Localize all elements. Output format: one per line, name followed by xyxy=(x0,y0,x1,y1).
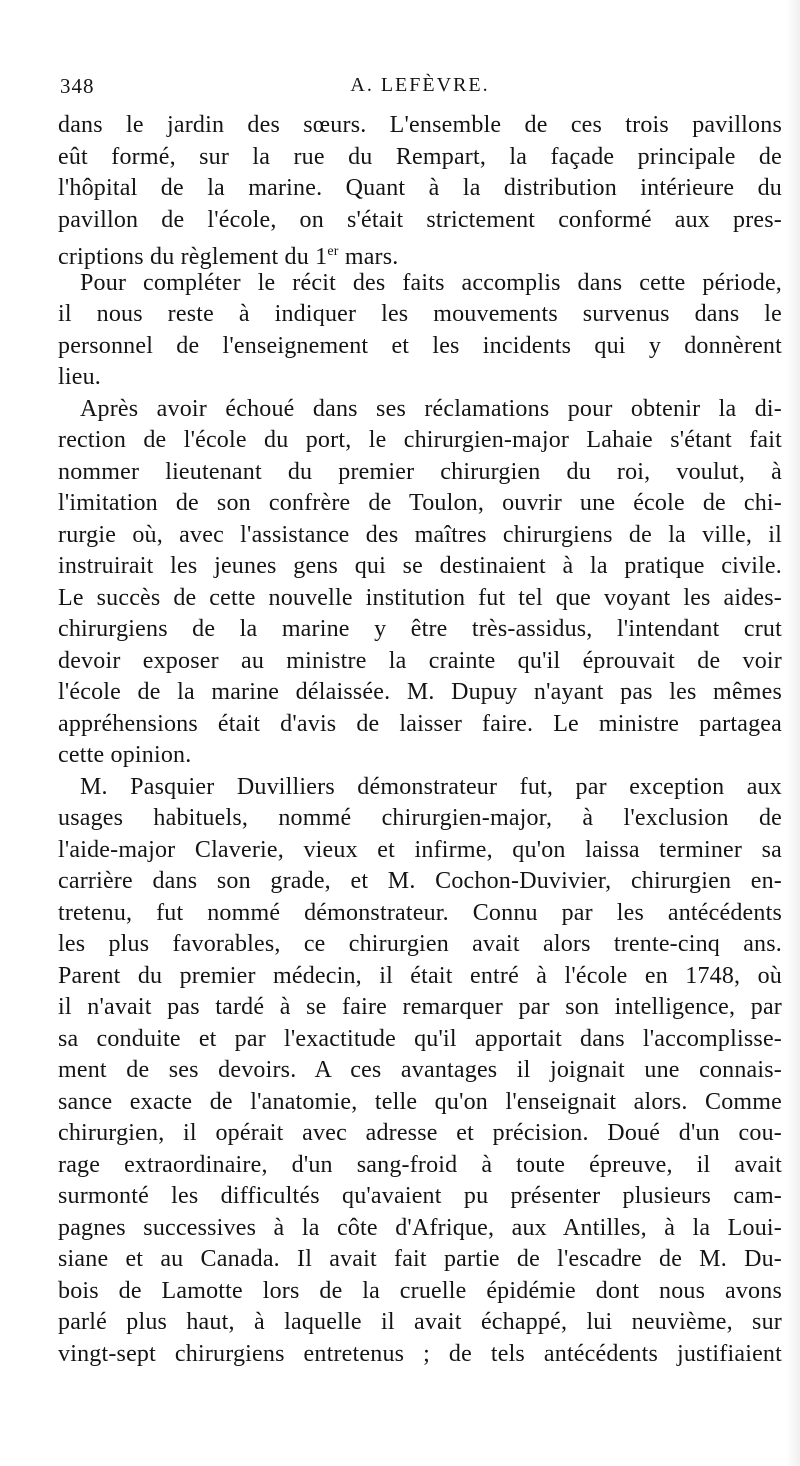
text-line: Après avoir échoué dans ses réclamations pour obtenir la di- xyxy=(80,395,782,422)
text-line: rage extraordinaire, d'un sang-froid à toute épreuve, il avait xyxy=(58,1151,782,1178)
text-line: surmonté les difficultés qu'avaient pu présenter plusieurs cam- xyxy=(58,1183,782,1209)
text-line: M. Pasquier Duvilliers démonstrateur fut, par exception aux xyxy=(80,773,782,800)
text-line: criptions du règlement du 1er mars. xyxy=(58,244,399,270)
text-line: les plus favorables, ce chirurgien avait alors trente-cinq ans. xyxy=(58,931,782,957)
text-line: appréhensions était d'avis de laisser faire. Le ministre partagea xyxy=(58,710,782,737)
text-line: sa conduite et par l'exactitude qu'il apportait dans l'accomplisse- xyxy=(58,1025,782,1052)
text-line: Le succès de cette nouvelle institution fut tel que voyant les aides- xyxy=(58,584,782,611)
text-line: nommer lieutenant du premier chirurgien du roi, voulut, à xyxy=(58,458,782,485)
text-line: vingt-sept chirurgiens entretenus ; de tels antécédents justifiaient xyxy=(58,1340,782,1367)
text-line: rection de l'école du port, le chirurgien-major Lahaie s'étant fait xyxy=(58,427,782,453)
text-line: pavillon de l'école, on s'était strictement conformé aux pres- xyxy=(58,206,782,233)
text-line: parlé plus haut, à laquelle il avait échappé, lui neuvième, sur xyxy=(58,1309,782,1335)
text-line: devoir exposer au ministre la crainte qu'il éprouvait de voir xyxy=(58,647,782,674)
text-line: cette opinion. xyxy=(58,742,192,768)
text-line: personnel de l'enseignement et les incidents qui y donnèrent xyxy=(58,332,782,359)
text-line: ment de ses devoirs. A ces avantages il joignait une connais- xyxy=(58,1057,782,1083)
body-text xyxy=(58,110,782,1370)
running-title: A. LEFÈVRE. xyxy=(350,74,490,96)
text-line: instruirait les jeunes gens qui se destinaient à la pratique civile. xyxy=(58,553,782,579)
text-line: rurgie où, avec l'assistance des maîtres chirurgiens de la ville, il xyxy=(58,521,782,548)
text-line: l'aide-major Claverie, vieux et infirme, qu'on laissa terminer sa xyxy=(58,836,782,863)
text-line: l'imitation de son confrère de Toulon, ouvrir une école de chi- xyxy=(58,490,782,516)
page-number: 348 xyxy=(60,74,95,98)
text-line: Pour compléter le récit des faits accomplis dans cette période, xyxy=(80,269,782,296)
text-line: l'école de la marine délaissée. M. Dupuy n'ayant pas les mêmes xyxy=(58,679,782,705)
text-line: dans le jardin des sœurs. L'ensemble de ces trois pavillons xyxy=(58,112,782,138)
text-line: bois de Lamotte lors de la cruelle épidémie dont nous avons xyxy=(58,1277,782,1304)
running-header xyxy=(60,74,780,104)
text-line: carrière dans son grade, et M. Cochon-Duvivier, chirurgien en- xyxy=(58,868,782,894)
superscript: er xyxy=(327,244,339,259)
page-edge-shadow xyxy=(786,0,800,1466)
text-line: chirurgien, il opérait avec adresse et précision. Doué d'un cou- xyxy=(58,1120,782,1146)
text-line: pagnes successives à la côte d'Afrique, aux Antilles, à la Loui- xyxy=(58,1214,782,1241)
text-line: il nous reste à indiquer les mouvements survenus dans le xyxy=(58,301,782,327)
text-line: Parent du premier médecin, il était entré à l'école en 1748, où xyxy=(58,962,782,989)
text-line: sance exacte de l'anatomie, telle qu'on l'enseignait alors. Comme xyxy=(58,1088,782,1115)
text-line: tretenu, fut nommé démonstrateur. Connu par les antécédents xyxy=(58,899,782,926)
text-line: siane et au Canada. Il avait fait partie de l'escadre de M. Du- xyxy=(58,1246,782,1272)
text-line: l'hôpital de la marine. Quant à la distribution intérieure du xyxy=(58,175,782,201)
text-line: lieu. xyxy=(58,364,101,390)
text-line: eût formé, sur la rue du Rempart, la façade principale de xyxy=(58,143,782,170)
text-line: usages habituels, nommé chirurgien-major, à l'exclusion de xyxy=(58,805,782,831)
text-line: il n'avait pas tardé à se faire remarquer par son intelligence, par xyxy=(58,994,782,1020)
text-line: chirurgiens de la marine y être très-assidus, l'intendant crut xyxy=(58,616,782,642)
